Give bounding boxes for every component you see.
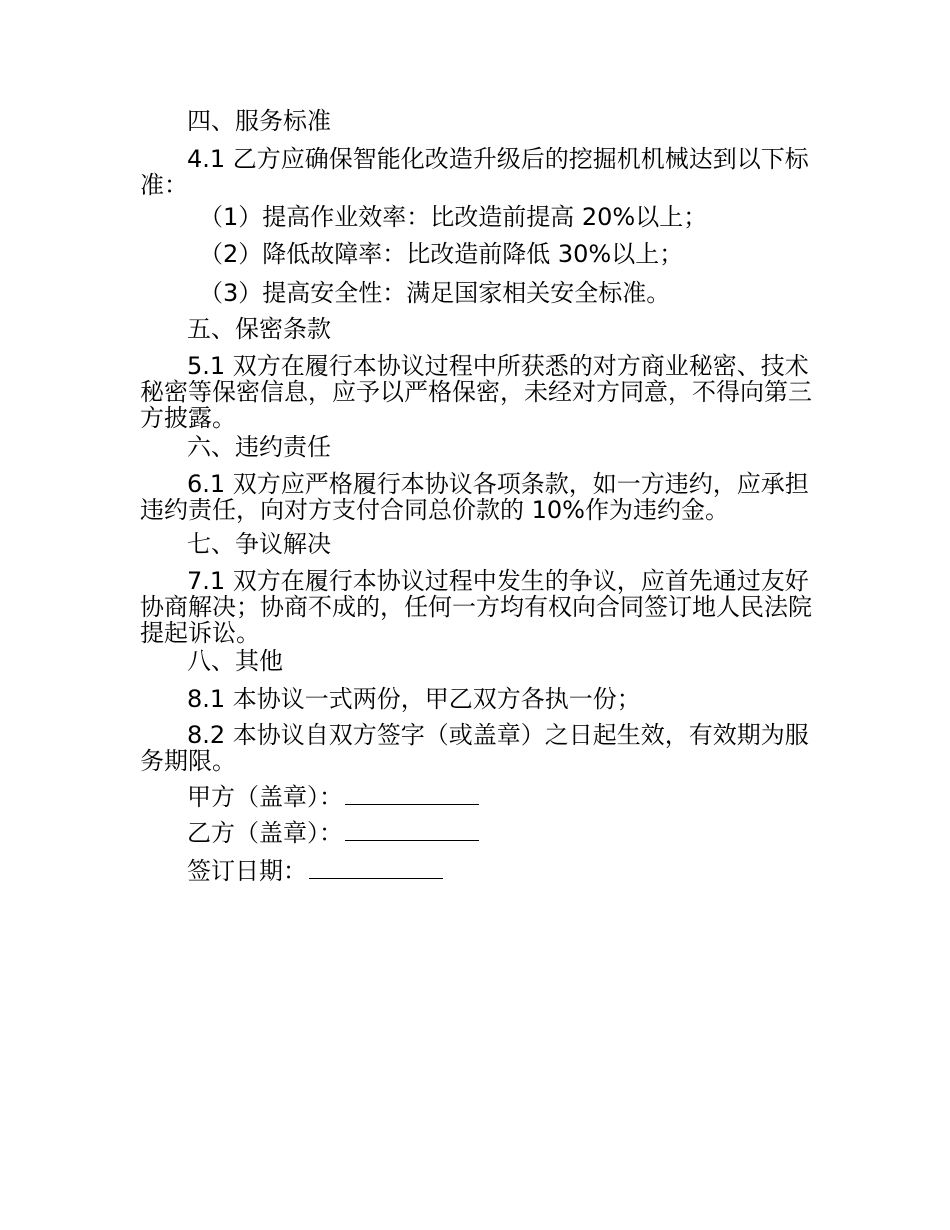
signature-party-b-label: 乙方（盖章）： bbox=[187, 819, 343, 847]
clause-5-1: 5.1 双方在履行本协议过程中所获悉的对方商业秘密、技术秘密等保密信息，应予以严格保密，未经对方同意，不得向第三方披露。 bbox=[140, 352, 812, 432]
signature-date bbox=[187, 856, 443, 884]
section-heading-6: 六、违约责任 bbox=[187, 433, 331, 461]
clause-6-1: 6.1 双方应严格履行本协议各项条款，如一方违约，应承担违约责任，向对方支付合同总价款的 10%作为违约金。 bbox=[140, 470, 809, 524]
signature-date-label: 签订日期： bbox=[187, 857, 307, 885]
list-item-4-1-2: （2）降低故障率：比改造前降低 30%以上； bbox=[199, 240, 684, 268]
signature-party-a bbox=[187, 782, 479, 810]
section-heading-7: 七、争议解决 bbox=[187, 530, 331, 558]
list-item-4-1-3: （3）提高安全性：满足国家相关安全标准。 bbox=[199, 279, 671, 307]
clause-4-1: 4.1 乙方应确保智能化改造升级后的挖掘机机械达到以下标准： bbox=[140, 145, 809, 199]
signature-date-blank[interactable] bbox=[309, 856, 443, 879]
signature-party-b bbox=[187, 818, 479, 846]
list-item-4-1-1: （1）提高作业效率：比改造前提高 20%以上； bbox=[199, 203, 708, 231]
clause-8-2: 8.2 本协议自双方签字（或盖章）之日起生效，有效期为服务期限。 bbox=[140, 721, 809, 775]
clause-8-1: 8.1 本协议一式两份，甲乙双方各执一份； bbox=[187, 685, 641, 713]
signature-party-b-blank[interactable] bbox=[345, 818, 479, 841]
section-heading-4: 四、服务标准 bbox=[187, 107, 331, 135]
clause-7-1: 7.1 双方在履行本协议过程中发生的争议，应首先通过友好协商解决；协商不成的，任何一方均有权向合同签订地人民法院提起诉讼。 bbox=[140, 567, 812, 647]
signature-party-a-label: 甲方（盖章）： bbox=[187, 783, 343, 811]
section-heading-5: 五、保密条款 bbox=[187, 315, 331, 343]
section-heading-8: 八、其他 bbox=[187, 647, 283, 675]
signature-party-a-blank[interactable] bbox=[345, 782, 479, 805]
